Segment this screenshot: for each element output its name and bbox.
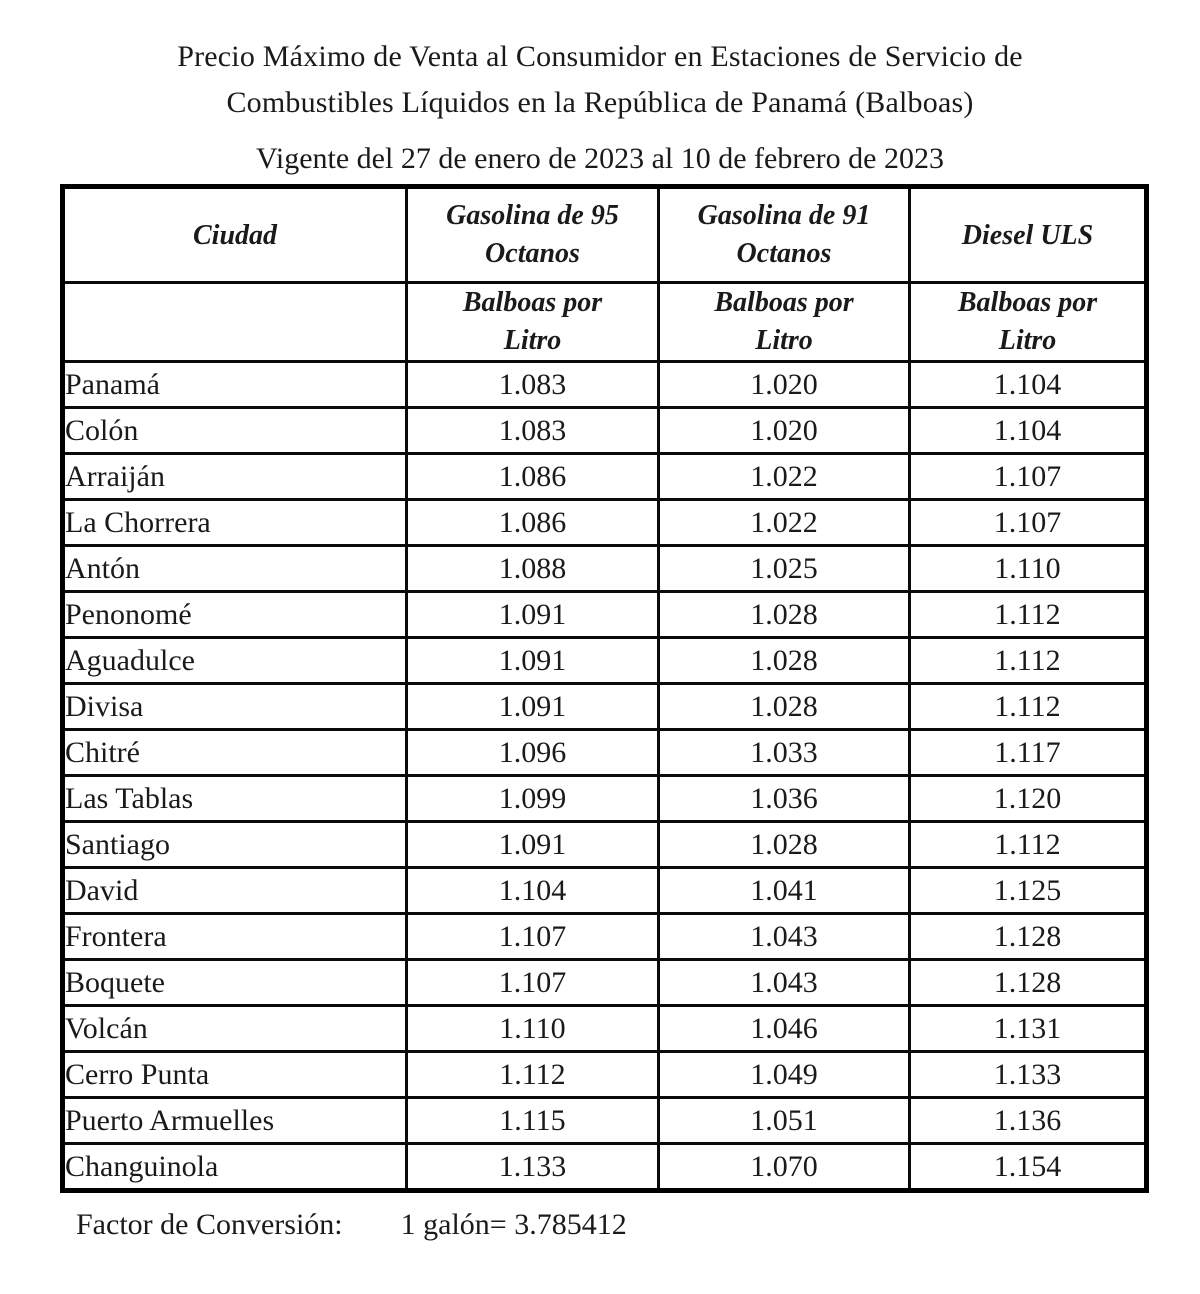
price-cell-gasolina-95: 1.099 bbox=[407, 776, 659, 822]
table-row bbox=[63, 684, 1147, 730]
price-cell-gasolina-91: 1.020 bbox=[659, 362, 910, 408]
city-cell: Divisa bbox=[63, 684, 407, 730]
table-row bbox=[63, 868, 1147, 914]
price-cell-gasolina-91: 1.022 bbox=[659, 500, 910, 546]
column-header-diesel-uls-label: Diesel ULS bbox=[961, 219, 1094, 251]
city-cell: Colón bbox=[63, 408, 407, 454]
price-cell-gasolina-91: 1.043 bbox=[659, 960, 910, 1006]
city-cell: Antón bbox=[63, 546, 407, 592]
price-cell-gasolina-95: 1.083 bbox=[407, 362, 659, 408]
city-cell: Las Tablas bbox=[63, 776, 407, 822]
table-row bbox=[63, 960, 1147, 1006]
page-title-line-2: Combustibles Líquidos en la República de Panamá (Balboas) bbox=[226, 86, 974, 119]
price-cell-gasolina-91: 1.028 bbox=[659, 822, 910, 868]
price-cell-diesel-uls: 1.128 bbox=[910, 914, 1147, 960]
page-title bbox=[0, 34, 1200, 126]
price-cell-gasolina-91: 1.070 bbox=[659, 1144, 910, 1191]
price-cell-diesel-uls: 1.125 bbox=[910, 868, 1147, 914]
conversion-factor bbox=[76, 1207, 1200, 1243]
column-header-gasolina-91 bbox=[659, 187, 910, 283]
price-cell-gasolina-95: 1.133 bbox=[407, 1144, 659, 1191]
conversion-factor-label: Factor de Conversión: bbox=[76, 1208, 343, 1241]
price-cell-gasolina-95: 1.086 bbox=[407, 500, 659, 546]
price-cell-diesel-uls: 1.112 bbox=[910, 638, 1147, 684]
column-header-ciudad-label: Ciudad bbox=[192, 219, 278, 251]
city-cell: Santiago bbox=[63, 822, 407, 868]
price-cell-gasolina-95: 1.107 bbox=[407, 960, 659, 1006]
city-cell: Boquete bbox=[63, 960, 407, 1006]
city-cell: David bbox=[63, 868, 407, 914]
price-cell-gasolina-95: 1.091 bbox=[407, 638, 659, 684]
table-body bbox=[63, 362, 1147, 1191]
price-cell-diesel-uls: 1.154 bbox=[910, 1144, 1147, 1191]
price-cell-diesel-uls: 1.112 bbox=[910, 822, 1147, 868]
table-row bbox=[63, 362, 1147, 408]
price-cell-diesel-uls: 1.110 bbox=[910, 546, 1147, 592]
column-header-gasolina-91-label: Gasolina de 91 Octanos bbox=[697, 200, 871, 269]
column-header-gasolina-95-label: Gasolina de 95 Octanos bbox=[446, 200, 619, 269]
price-cell-gasolina-95: 1.112 bbox=[407, 1052, 659, 1098]
city-cell: Penonomé bbox=[63, 592, 407, 638]
price-cell-gasolina-95: 1.083 bbox=[407, 408, 659, 454]
price-cell-gasolina-95: 1.086 bbox=[407, 454, 659, 500]
price-cell-gasolina-91: 1.043 bbox=[659, 914, 910, 960]
price-cell-gasolina-95: 1.115 bbox=[407, 1098, 659, 1144]
city-cell: Frontera bbox=[63, 914, 407, 960]
price-cell-gasolina-91: 1.020 bbox=[659, 408, 910, 454]
price-cell-gasolina-91: 1.025 bbox=[659, 546, 910, 592]
price-cell-diesel-uls: 1.128 bbox=[910, 960, 1147, 1006]
price-cell-gasolina-95: 1.088 bbox=[407, 546, 659, 592]
table-row bbox=[63, 592, 1147, 638]
price-cell-gasolina-91: 1.051 bbox=[659, 1098, 910, 1144]
price-cell-diesel-uls: 1.131 bbox=[910, 1006, 1147, 1052]
conversion-factor-value: 1 galón= 3.785412 bbox=[400, 1208, 627, 1241]
price-cell-gasolina-95: 1.107 bbox=[407, 914, 659, 960]
unit-cell-gasolina-91 bbox=[659, 283, 910, 362]
validity-period: Vigente del 27 de enero de 2023 al 10 de febrero de 2023 bbox=[256, 142, 944, 175]
table-row bbox=[63, 730, 1147, 776]
price-cell-gasolina-91: 1.036 bbox=[659, 776, 910, 822]
city-cell: Arraiján bbox=[63, 454, 407, 500]
price-cell-diesel-uls: 1.104 bbox=[910, 408, 1147, 454]
unit-label-diesel-uls: Balboas por Litro bbox=[957, 287, 1098, 356]
table-row bbox=[63, 638, 1147, 684]
price-cell-diesel-uls: 1.107 bbox=[910, 454, 1147, 500]
column-header-diesel-uls bbox=[910, 187, 1147, 283]
price-cell-gasolina-91: 1.033 bbox=[659, 730, 910, 776]
unit-cell-diesel-uls bbox=[910, 283, 1147, 362]
column-header-row bbox=[63, 187, 1147, 283]
price-cell-gasolina-95: 1.091 bbox=[407, 822, 659, 868]
city-cell: Cerro Punta bbox=[63, 1052, 407, 1098]
price-cell-diesel-uls: 1.107 bbox=[910, 500, 1147, 546]
price-cell-gasolina-95: 1.096 bbox=[407, 730, 659, 776]
city-cell: La Chorrera bbox=[63, 500, 407, 546]
column-header-gasolina-95 bbox=[407, 187, 659, 283]
table-row bbox=[63, 454, 1147, 500]
price-cell-gasolina-91: 1.041 bbox=[659, 868, 910, 914]
unit-cell-gasolina-95 bbox=[407, 283, 659, 362]
table-row bbox=[63, 1144, 1147, 1191]
price-cell-diesel-uls: 1.117 bbox=[910, 730, 1147, 776]
table-row bbox=[63, 914, 1147, 960]
city-cell: Aguadulce bbox=[63, 638, 407, 684]
table-header bbox=[63, 187, 1147, 362]
document-page bbox=[0, 34, 1200, 1294]
unit-header-row bbox=[63, 283, 1147, 362]
city-cell: Puerto Armuelles bbox=[63, 1098, 407, 1144]
price-cell-diesel-uls: 1.120 bbox=[910, 776, 1147, 822]
price-cell-diesel-uls: 1.136 bbox=[910, 1098, 1147, 1144]
page-title-line-1: Precio Máximo de Venta al Consumidor en Estaciones de Servicio de bbox=[177, 40, 1023, 73]
price-cell-diesel-uls: 1.112 bbox=[910, 592, 1147, 638]
column-header-ciudad bbox=[63, 187, 407, 283]
price-cell-gasolina-91: 1.022 bbox=[659, 454, 910, 500]
price-cell-diesel-uls: 1.104 bbox=[910, 362, 1147, 408]
table-row bbox=[63, 776, 1147, 822]
fuel-price-table bbox=[60, 184, 1149, 1193]
table-row bbox=[63, 1052, 1147, 1098]
unit-label-gasolina-95: Balboas por Litro bbox=[462, 287, 603, 356]
city-cell: Panamá bbox=[63, 362, 407, 408]
unit-cell-empty bbox=[63, 283, 407, 362]
price-cell-gasolina-91: 1.028 bbox=[659, 684, 910, 730]
price-cell-diesel-uls: 1.112 bbox=[910, 684, 1147, 730]
table-row bbox=[63, 546, 1147, 592]
price-cell-gasolina-91: 1.028 bbox=[659, 592, 910, 638]
price-cell-gasolina-95: 1.104 bbox=[407, 868, 659, 914]
price-cell-diesel-uls: 1.133 bbox=[910, 1052, 1147, 1098]
table-row bbox=[63, 1006, 1147, 1052]
table-row bbox=[63, 1098, 1147, 1144]
price-cell-gasolina-95: 1.091 bbox=[407, 684, 659, 730]
city-cell: Changuinola bbox=[63, 1144, 407, 1191]
price-cell-gasolina-91: 1.049 bbox=[659, 1052, 910, 1098]
price-cell-gasolina-91: 1.028 bbox=[659, 638, 910, 684]
table-row bbox=[63, 822, 1147, 868]
city-cell: Volcán bbox=[63, 1006, 407, 1052]
table-row bbox=[63, 500, 1147, 546]
table-row bbox=[63, 408, 1147, 454]
price-cell-gasolina-95: 1.091 bbox=[407, 592, 659, 638]
price-cell-gasolina-95: 1.110 bbox=[407, 1006, 659, 1052]
price-cell-gasolina-91: 1.046 bbox=[659, 1006, 910, 1052]
city-cell: Chitré bbox=[63, 730, 407, 776]
unit-label-gasolina-91: Balboas por Litro bbox=[714, 287, 854, 356]
